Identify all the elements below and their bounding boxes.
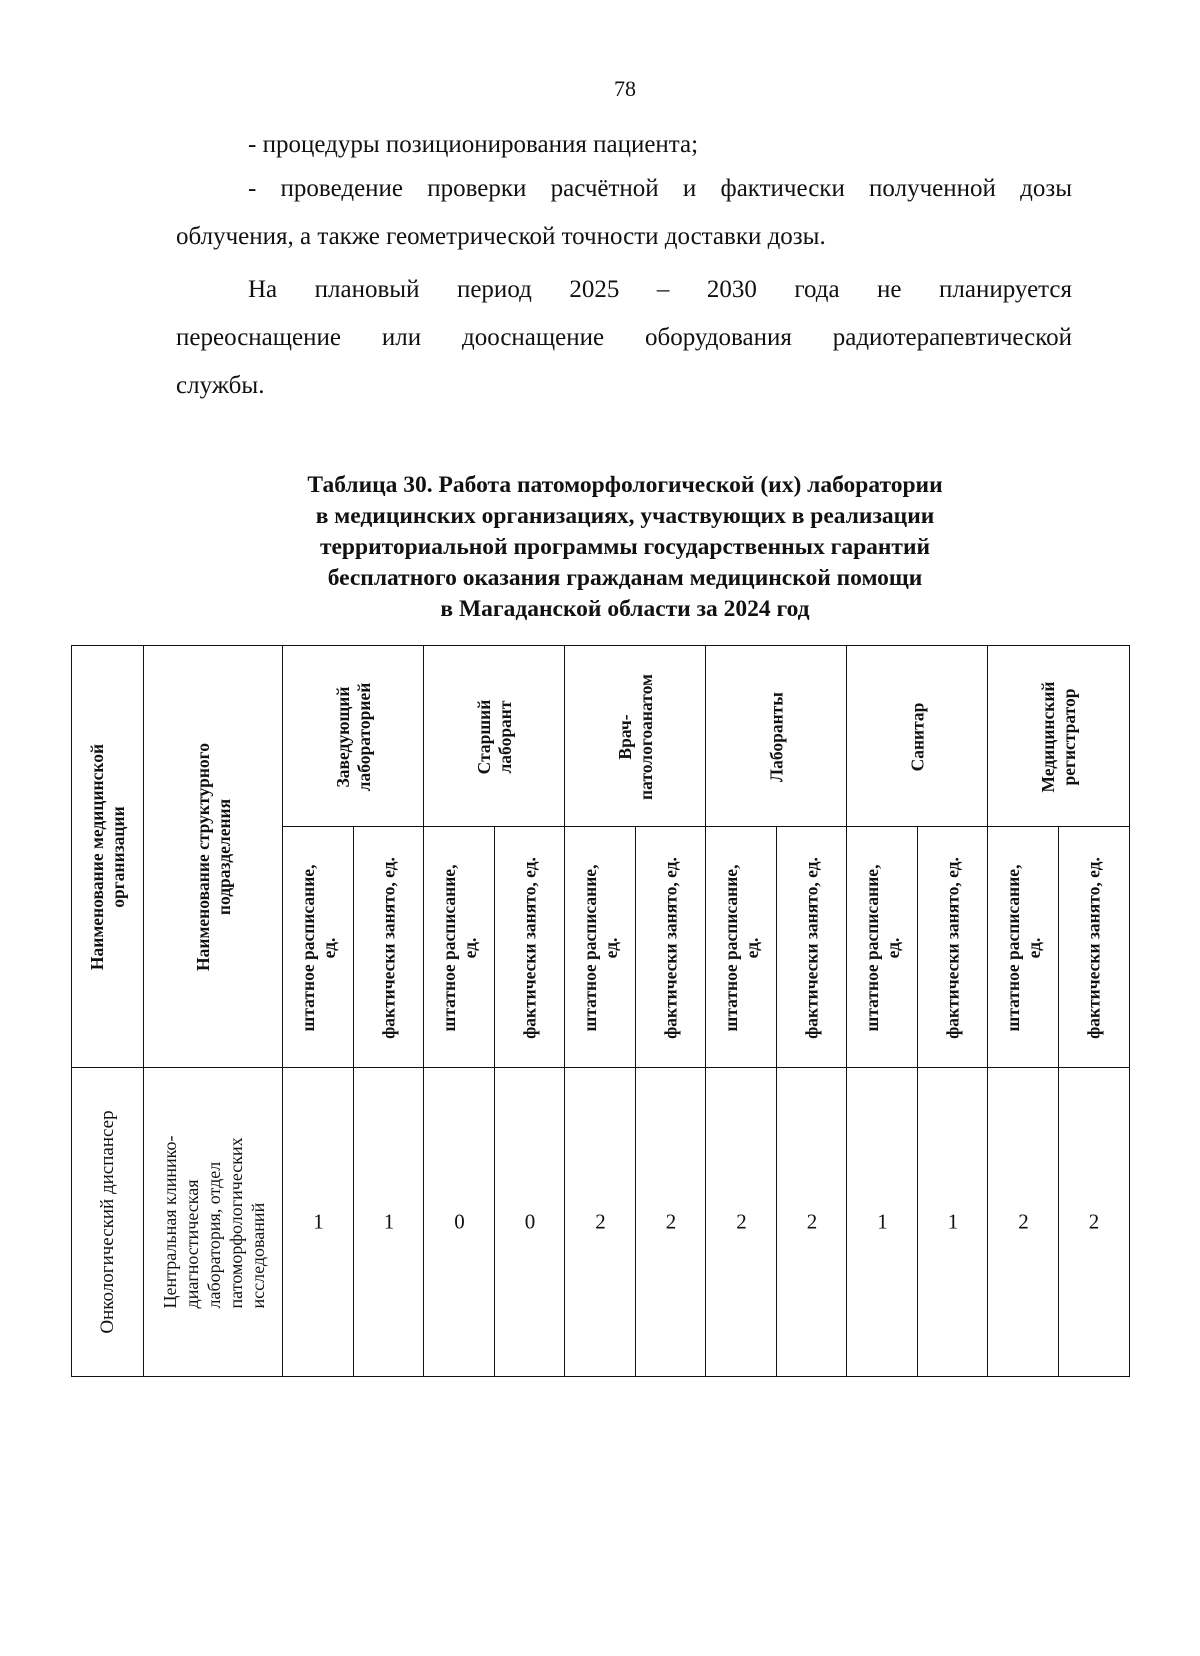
subheader-actual: фактически занято, ед. — [1058, 826, 1130, 1069]
subheader-staff: штатное расписание, ед. — [423, 826, 496, 1069]
subheader-staff: штатное расписание, ед. — [846, 826, 919, 1069]
table-cell-value: 1 — [353, 1067, 425, 1377]
subheader-actual: фактически занято, ед. — [635, 826, 707, 1069]
group-lab-assistants: Лаборанты — [705, 645, 848, 828]
paragraph-line: переоснащение или дооснащение оборудования радиотерапевтической — [176, 324, 1072, 351]
header-unit-name — [143, 645, 284, 1069]
table-cell-value: 2 — [776, 1067, 848, 1377]
header-unit-name-text: Наименование структурного подразделения — [192, 743, 234, 971]
paragraph-line: - проведение проверки расчётной и фактически полученной дозы — [248, 175, 1072, 202]
paragraph-line: На плановый период 2025 – 2030 года не планируется — [248, 276, 1072, 303]
table-cell-value: 2 — [1058, 1067, 1130, 1377]
cell-unit: Центральная клинико- диагностическая лаборатория, отдел патоморфологических исследований — [143, 1067, 284, 1377]
cell-org: Онкологический диспансер — [71, 1067, 145, 1377]
table-cell-value: 1 — [282, 1067, 355, 1377]
table-cell-value: 2 — [564, 1067, 637, 1377]
table-title-line: в медицинских организациях, участвующих в реализации — [315, 503, 935, 529]
table-title-line: бесплатного оказания гражданам медицинской помощи — [327, 565, 923, 591]
subheader-actual: фактически занято, ед. — [776, 826, 848, 1069]
subheader-staff: штатное расписание, ед. — [705, 826, 778, 1069]
header-org-name-text: Наименование медицинской организации — [87, 743, 128, 971]
group-orderly: Санитар — [846, 645, 989, 828]
table-cell-value: 1 — [917, 1067, 989, 1377]
paragraph-line: облучения, а также геометрической точности доставки дозы. — [176, 223, 826, 250]
group-pathologist: Врач- патологоанатом — [564, 645, 707, 828]
table-title-line: территориальной программы государственных гарантий — [319, 534, 931, 560]
subheader-actual: фактически занято, ед. — [917, 826, 989, 1069]
paragraph-3 — [176, 266, 1072, 410]
group-senior-lab-assistant: Старший лаборант — [423, 645, 566, 828]
table-title-line: Таблица 30. Работа патоморфологической (их) лаборатории — [307, 472, 943, 498]
paragraph-line: - процедуры позиционирования пациента; — [248, 131, 699, 158]
table-cell-value: 0 — [494, 1067, 566, 1377]
header-org-name — [71, 645, 145, 1069]
table-cell-value: 2 — [987, 1067, 1060, 1377]
page-number: 78 — [614, 76, 636, 101]
subheader-actual: фактически занято, ед. — [494, 826, 566, 1069]
table-cell-value: 1 — [846, 1067, 919, 1377]
subheader-staff: штатное расписание, ед. — [987, 826, 1060, 1069]
table-cell-value: 0 — [423, 1067, 496, 1377]
table-cell-value: 2 — [705, 1067, 778, 1377]
subheader-staff: штатное расписание, ед. — [564, 826, 637, 1069]
table-cell-value: 2 — [635, 1067, 707, 1377]
paragraph-2 — [176, 165, 1072, 261]
paragraph-1 — [176, 121, 1072, 169]
table-title — [200, 470, 1050, 625]
group-head-manager: Заведующий лабораторией — [282, 645, 425, 828]
subheader-staff: штатное расписание, ед. — [282, 826, 355, 1069]
group-medical-registrar: Медицинский регистратор — [987, 645, 1130, 828]
paragraph-line: службы. — [176, 372, 265, 399]
table-title-line: в Магаданской области за 2024 год — [440, 596, 810, 622]
subheader-actual: фактически занято, ед. — [353, 826, 425, 1069]
